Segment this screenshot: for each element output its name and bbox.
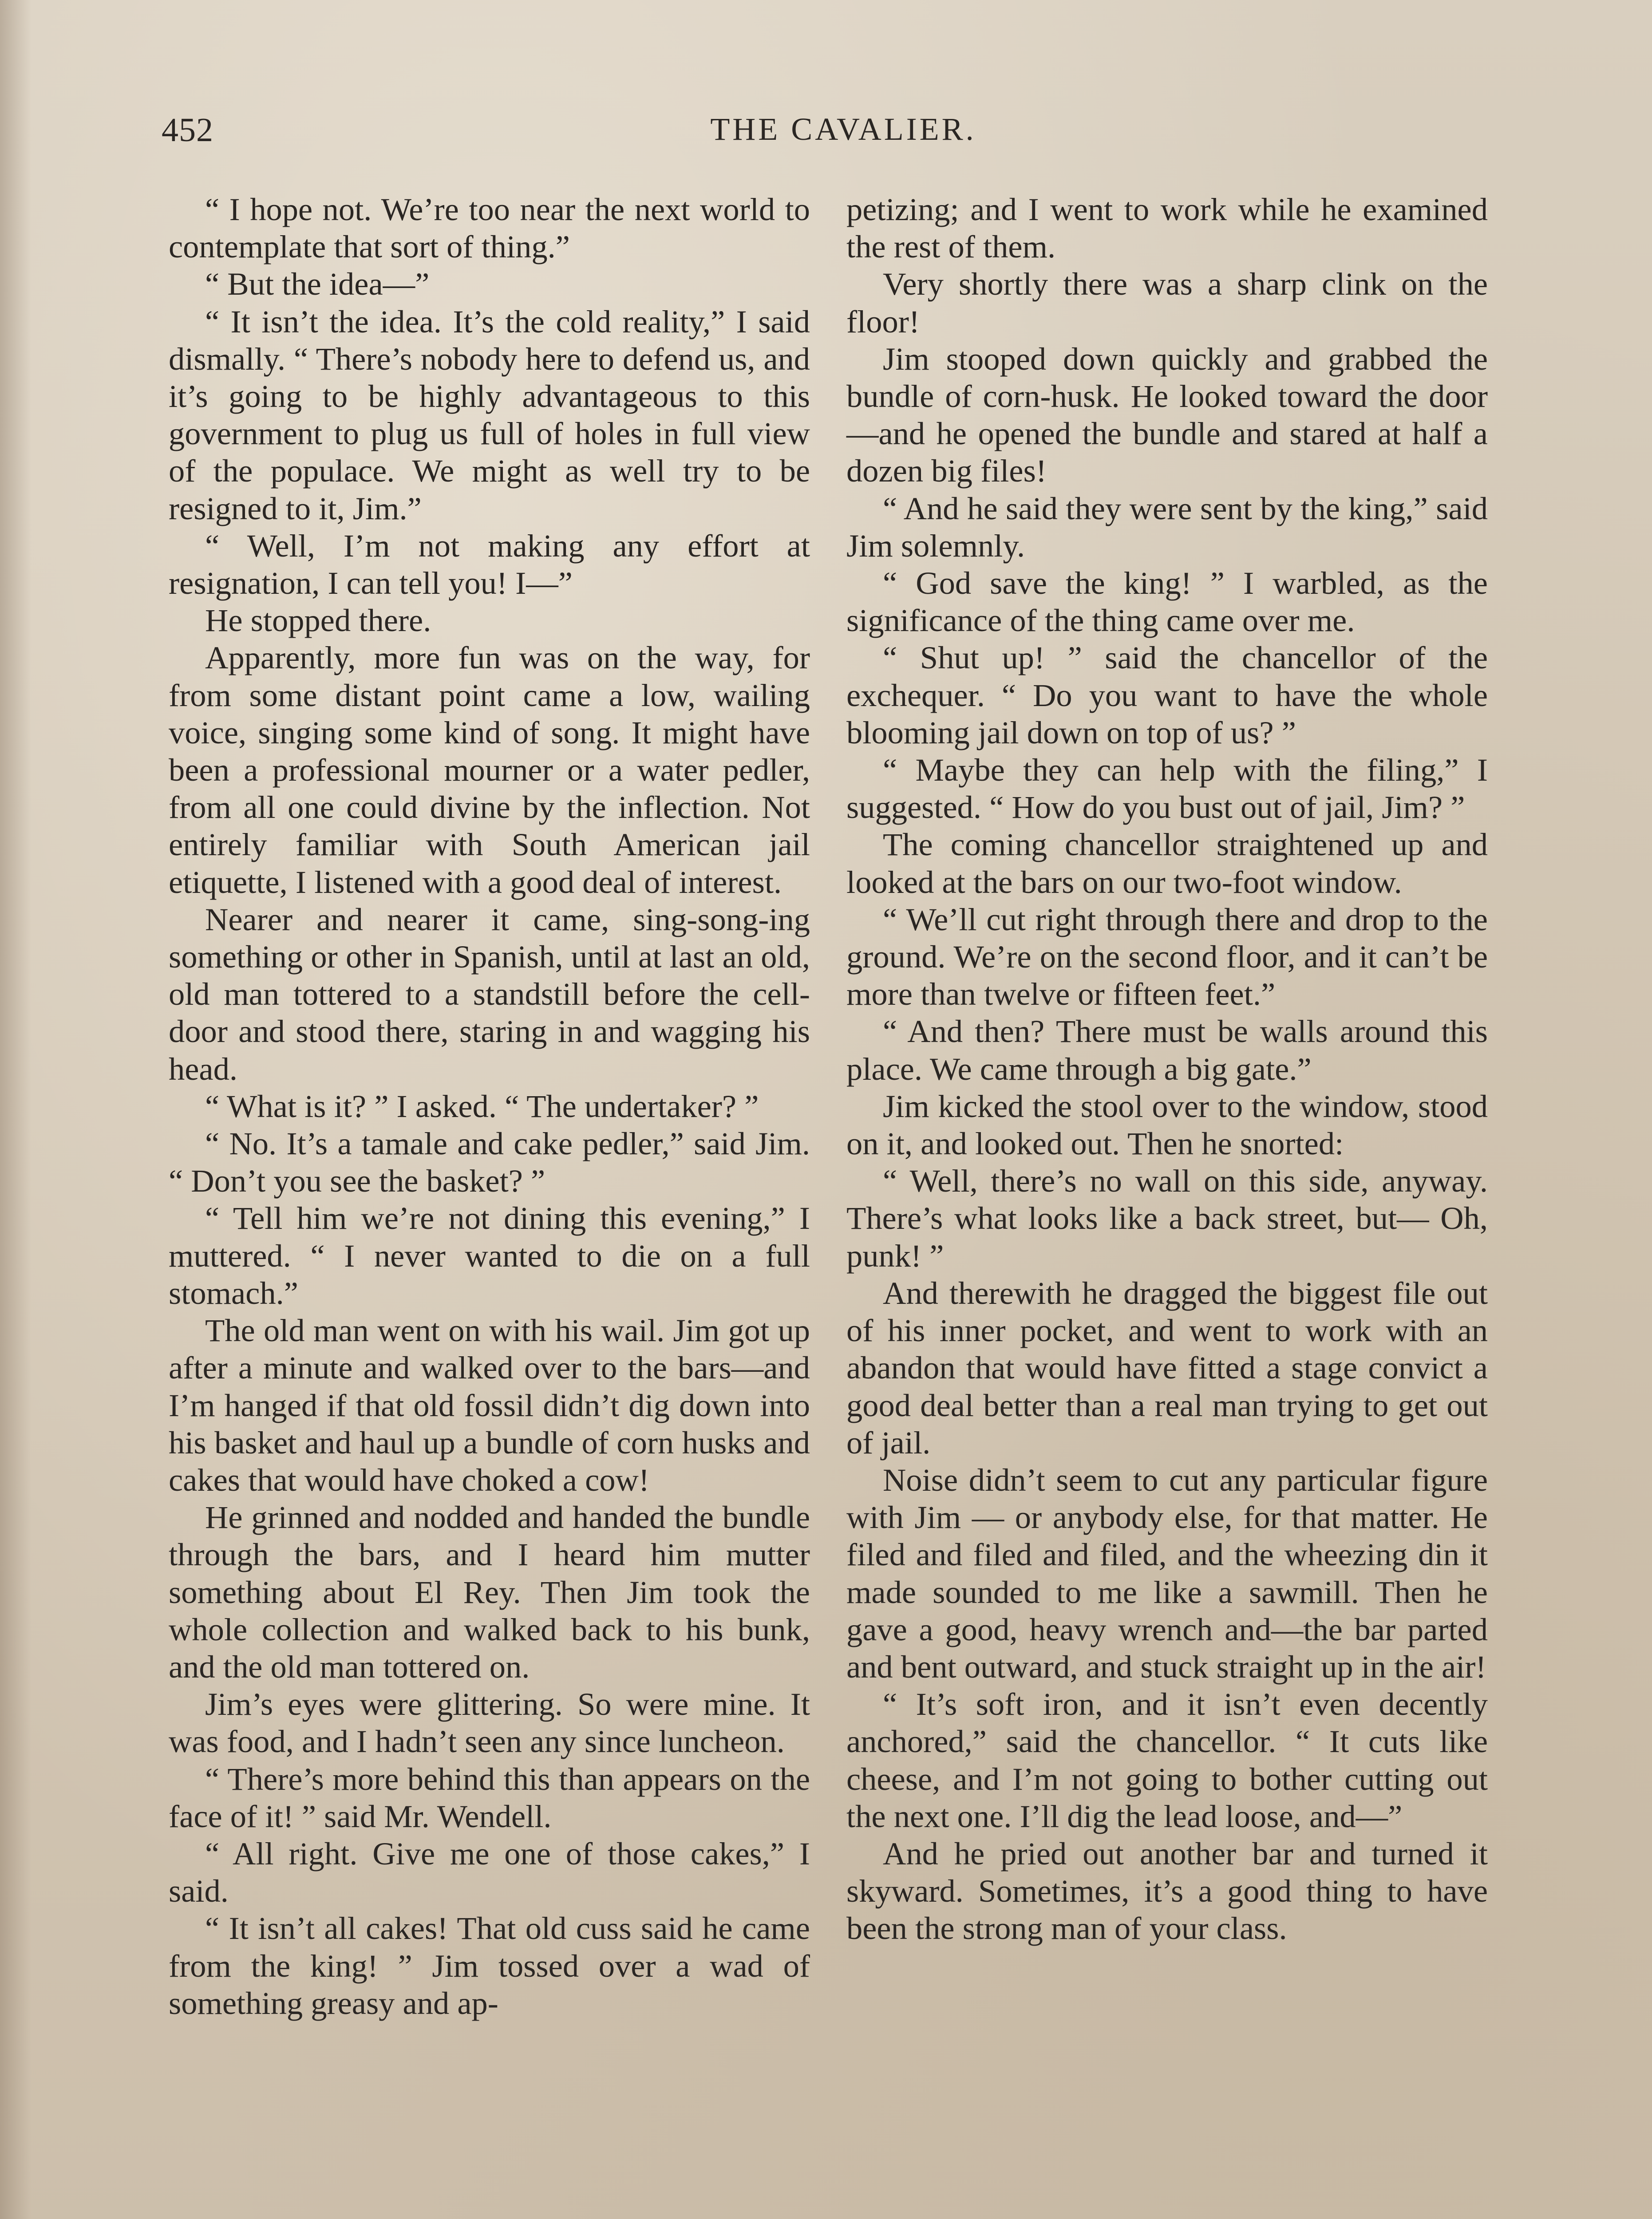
- paragraph: “ Shut up! ” said the chancellor of the exchequer. “ Do you want to have the whole blooming jail down on top of us? ”: [846, 640, 1488, 750]
- paragraph: Nearer and nearer it came, sing-song-ing something or other in Spanish, until at last an old, old man tottered to a standstill before the cell-door and stood there, staring in and wagging his head.: [169, 901, 810, 1087]
- paragraph: “ There’s more behind this than appears on the face of it! ” said Mr. Wendell.: [169, 1761, 810, 1834]
- paragraph-continued: petizing; and I went to work while he examined the rest of them.: [846, 191, 1488, 265]
- paragraph: And therewith he dragged the biggest file out of his inner pocket, and went to work with an abandon that would have fitted a stage convict a good deal better than a real man trying to get out of jail.: [846, 1275, 1488, 1461]
- paragraph: “ Tell him we’re not dining this evening,” I muttered. “ I never wanted to die on a full stomach.”: [169, 1200, 810, 1311]
- paragraph: “ Well, I’m not making any effort at resignation, I can tell you! I—”: [169, 527, 810, 601]
- paragraph: Jim kicked the stool over to the window, stood on it, and looked out. Then he snorted:: [846, 1088, 1488, 1162]
- paragraph: “ And then? There must be walls around this place. We came through a big gate.”: [846, 1013, 1488, 1087]
- running-title: THE CAVALIER.: [710, 111, 976, 147]
- paragraph: “ It isn’t the idea. It’s the cold reality,” I said dismally. “ There’s nobody here to defend us, and it’s going to be highly advantageous to this government to plug us full of holes in full view of the populace. We might as well try to be resigned to it, Jim.”: [169, 303, 810, 526]
- paragraph: The old man went on with his wail. Jim got up after a minute and walked over to the bars—and I’m hanged if that old fossil didn’t dig down into his basket and haul up a bundle of corn husks and cakes that would have choked a cow!: [169, 1312, 810, 1498]
- paragraph: “ But the idea—”: [205, 266, 430, 302]
- paragraph: Jim’s eyes were glittering. So were mine. It was food, and I hadn’t seen any since luncheon.: [169, 1686, 810, 1760]
- paragraph: “ We’ll cut right through there and drop to the ground. We’re on the second floor, and it can’t be more than twelve or fifteen feet.”: [846, 901, 1488, 1012]
- paragraph: “ I hope not. We’re too near the next world to contemplate that sort of thing.”: [169, 191, 810, 265]
- paragraph: “ What is it? ” I asked. “ The undertaker? ”: [205, 1088, 759, 1124]
- paragraph: The coming chancellor straightened up and looked at the bars on our two-foot window.: [846, 826, 1488, 900]
- text-column-left: [169, 191, 810, 2022]
- paragraph: Jim stooped down quickly and grabbed the bundle of corn-husk. He looked toward the door—and he opened the bundle and stared at half a dozen big files!: [846, 340, 1488, 489]
- text-column-right: [846, 191, 1488, 1947]
- paragraph: He grinned and nodded and handed the bundle through the bars, and I heard him mutter something about El Rey. Then Jim took the whole collection and walked back to his bunk, and the old man tottered on.: [169, 1499, 810, 1685]
- paragraph: “ Well, there’s no wall on this side, anyway. There’s what looks like a back street, but— Oh, punk! ”: [846, 1163, 1488, 1274]
- paragraph: Noise didn’t seem to cut any particular figure with Jim — or anybody else, for that matter. He filed and filed and filed, and the wheezing din it made sounded to me like a sawmill. Then he gave a good, heavy wrench and—the bar parted and bent outward, and stuck straight up in the air!: [846, 1461, 1488, 1685]
- paragraph: “ God save the king! ” I warbled, as the significance of the thing came over me.: [846, 565, 1488, 639]
- paragraph: “ No. It’s a tamale and cake pedler,” said Jim. “ Don’t you see the basket? ”: [169, 1125, 810, 1199]
- paragraph: “ All right. Give me one of those cakes,” I said.: [169, 1835, 810, 1909]
- paragraph: And he pried out another bar and turned it skyward. Sometimes, it’s a good thing to have been the strong man of your class.: [846, 1835, 1488, 1947]
- paragraph: Very shortly there was a sharp clink on the floor!: [846, 266, 1488, 340]
- paragraph: Apparently, more fun was on the way, for from some distant point came a low, wailing voice, singing some kind of song. It might have been a professional mourner or a water pedler, from all one could divine by the inflection. Not entirely familiar with South American jail etiquette, I listened with a good deal of interest.: [169, 640, 810, 900]
- paragraph: “ And he said they were sent by the king,” said Jim solemnly.: [846, 490, 1488, 564]
- paragraph: “ It’s soft iron, and it isn’t even decently anchored,” said the chancellor. “ It cuts like cheese, and I’m not going to bother cutting out the next one. I’ll dig the lead loose, and—”: [846, 1686, 1488, 1834]
- page-edge-shadow: [0, 0, 31, 2219]
- paragraph: “ Maybe they can help with the filing,” I suggested. “ How do you bust out of jail, Jim? ”: [846, 752, 1488, 825]
- paragraph: He stopped there.: [205, 602, 431, 639]
- paragraph: “ It isn’t all cakes! That old cuss said he came from the king! ” Jim tossed over a wad of something greasy and ap-: [169, 1910, 810, 2021]
- page-number: 452: [162, 111, 213, 149]
